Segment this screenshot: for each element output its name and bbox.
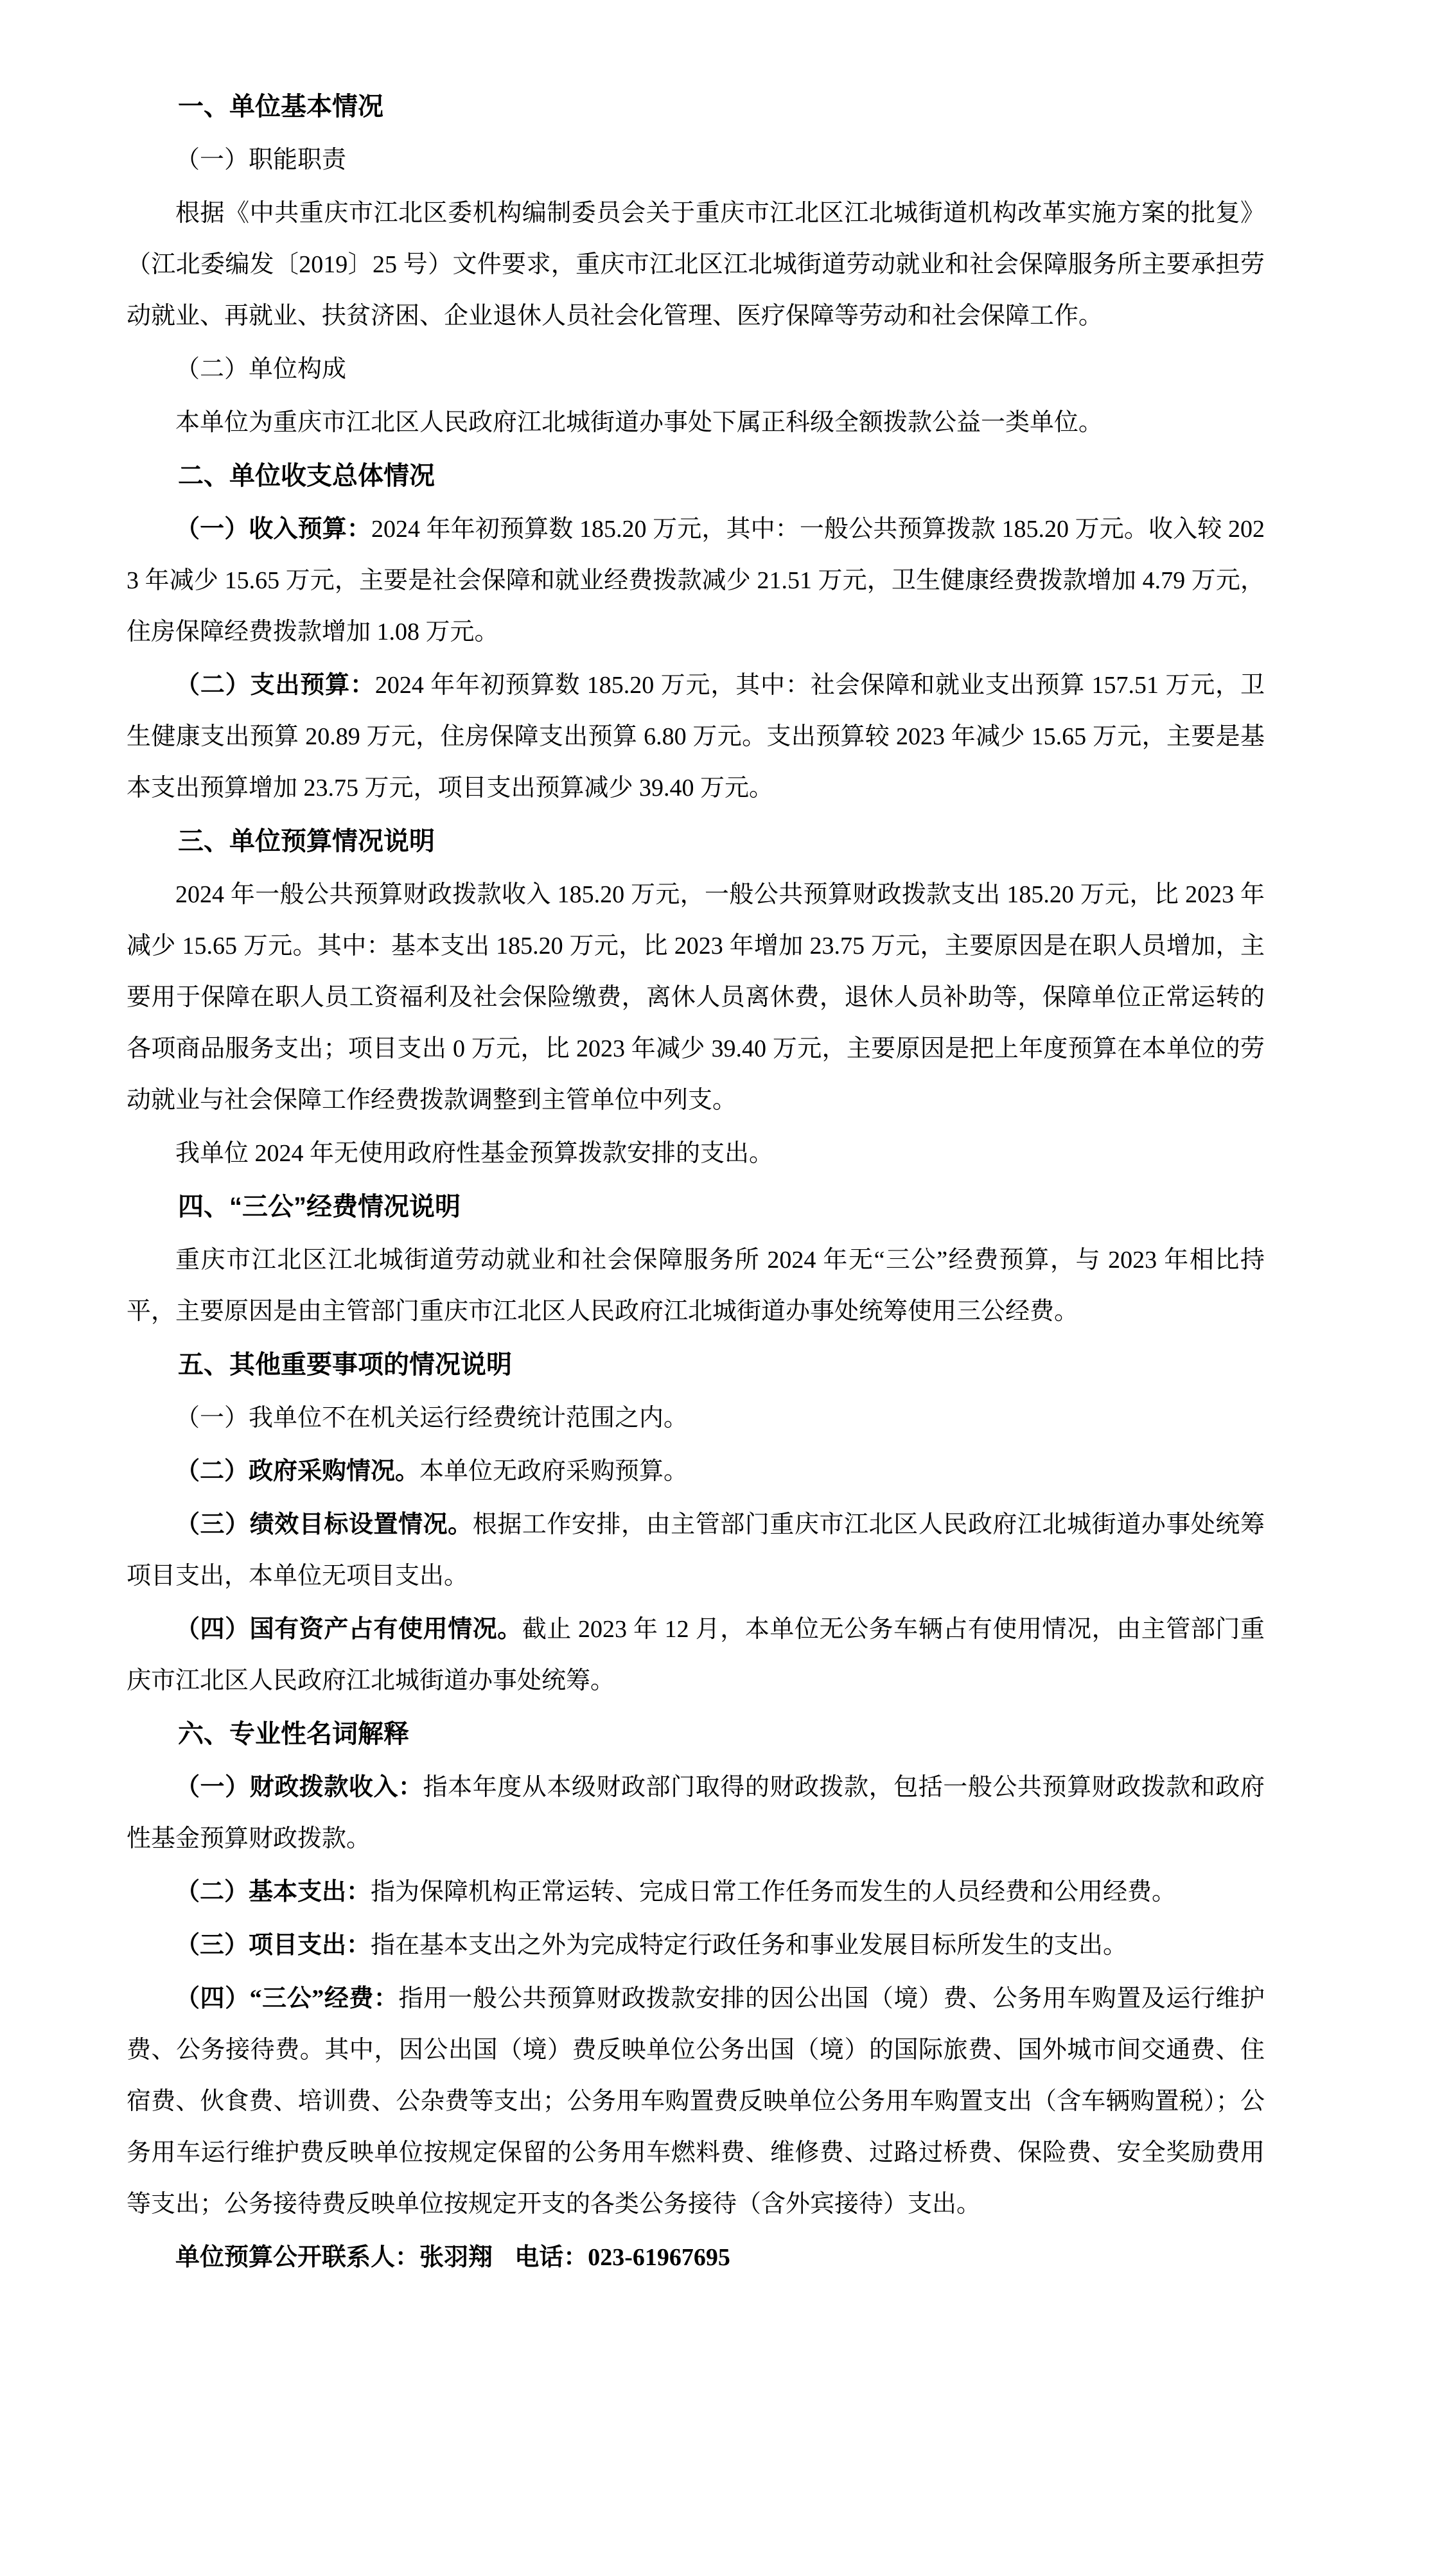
body-paragraph (127, 504, 1265, 658)
paragraph-lead: （二）基本支出： (175, 1879, 371, 1906)
body-paragraph (127, 1128, 1265, 1179)
contact-phone: 023-61967695 (588, 2244, 730, 2271)
section-heading: 六、专业性名词解释 (178, 1720, 409, 1748)
body-paragraph (127, 397, 1265, 448)
body-paragraph (127, 1866, 1265, 1918)
contact-line (127, 2232, 1265, 2283)
paragraph-lead: （四）“三公”经费： (175, 1985, 399, 2012)
paragraph-text: 根据《中共重庆市江北区委机构编制委员会关于重庆市江北区江北城街道机构改革实施方案的批复》（江北委编发〔2019〕25 号）文件要求，重庆市江北区江北城街道劳动就业和社会保障服务所主要承担劳动就业、再就业、扶贫济困、企业退休人员社会化管理、医疗保障等劳动和社会保障工作。 (127, 200, 1265, 329)
contact-label: 单位预算公开联系人： (175, 2244, 420, 2271)
paragraph-text: 2024 年一般公共预算财政拨款收入 185.20 万元，一般公共预算财政拨款支出 185.20 万元，比 2023 年减少 15.65 万元。其中：基本支出 185.20 万元，比 2023 年增加 23.75 万元，主要原因是在职人员增加，主要用于保障在职人员工资福利及社会保险缴费，离休人员离休费，退休人员补助等，保障单位正常运转的各项商品服务支出；项目支出 0 万元，比 2023 年减少 39.40 万元，主要原因是把上年度预算在本单位的劳动就业与社会保障工作经费拨款调整到主管单位中列支。 (127, 881, 1265, 1114)
paragraph-text: 重庆市江北区江北城街道劳动就业和社会保障服务所 2024 年无“三公”经费预算，与 2023 年相比持平，主要原因是由主管部门重庆市江北区人民政府江北城街道办事处统筹使用三公经费。 (127, 1247, 1265, 1325)
body-paragraph (127, 1762, 1265, 1864)
paragraph-text: 指本年度从本级财政部门取得的财政拨款，包括一般公共预算财政拨款和政府性基金预算财政拨款。 (127, 1774, 1265, 1852)
paragraph-text: 截止 2023 年 12 月，本单位无公务车辆占有使用情况，由主管部门重庆市江北区人民政府江北城街道办事处统筹。 (127, 1616, 1265, 1694)
paragraph-text: （一）我单位不在机关运行经费统计范围之内。 (175, 1405, 689, 1432)
paragraph-text: 2024 年年初预算数 185.20 万元，其中：一般公共预算拨款 185.20 万元。收入较 2023 年减少 15.65 万元，主要是社会保障和就业经费拨款减少 21.51 万元，卫生健康经费拨款增加 4.79 万元，住房保障经费拨款增加 1.08 万元。 (127, 516, 1265, 645)
paragraph-text: 本单位为重庆市江北区人民政府江北城街道办事处下属正科级全额拨款公益一类单位。 (175, 409, 1103, 436)
section-heading: 三、单位预算情况说明 (178, 827, 435, 855)
paragraph-lead: （二）支出预算： (175, 672, 375, 699)
section-heading: 二、单位收支总体情况 (178, 462, 435, 490)
section-heading: 一、单位基本情况 (178, 92, 383, 121)
body-paragraph (127, 1920, 1265, 1971)
body-paragraph (127, 1973, 1265, 2230)
paragraph-text: 指用一般公共预算财政拨款安排的因公出国（境）费、公务用车购置及运行维护费、公务接待费。其中，因公出国（境）费反映单位公务出国（境）的国际旅费、国外城市间交通费、住宿费、伙食费、培训费、公杂费等支出；公务用车购置费反映单位公务用车购置支出（含车辆购置税）；公务用车运行维护费反映单位按规定保留的公务用车燃料费、维修费、过路过桥费、保险费、安全奖励费用等支出；公务接待费反映单位按规定开支的各类公务接待（含外宾接待）支出。 (127, 1985, 1265, 2218)
paragraph-text: 2024 年年初预算数 185.20 万元，其中：社会保障和就业支出预算 157.51 万元，卫生健康支出预算 20.89 万元，住房保障支出预算 6.80 万元。支出预算较 2023 年减少 15.65 万元，主要是基本支出预算增加 23.75 万元，项目支出预算减少 39.40 万元。 (127, 672, 1265, 802)
paragraph-lead: （三）项目支出： (175, 1932, 371, 1959)
paragraph-lead: （二）政府采购情况。 (175, 1458, 420, 1485)
paragraph-lead: （一）收入预算： (175, 516, 371, 543)
sub-heading: （一）职能职责 (175, 146, 347, 173)
body-paragraph (127, 1234, 1265, 1337)
section-heading: 四、“三公”经费情况说明 (178, 1193, 461, 1221)
paragraph-text: 指在基本支出之外为完成特定行政任务和事业发展目标所发生的支出。 (371, 1932, 1128, 1959)
section-heading: 五、其他重要事项的情况说明 (178, 1351, 512, 1379)
body-paragraph (127, 869, 1265, 1126)
paragraph-lead: （一）财政拨款收入： (175, 1774, 423, 1801)
paragraph-text: 本单位无政府采购预算。 (419, 1458, 689, 1485)
paragraph-text: 指为保障机构正常运转、完成日常工作任务而发生的人员经费和公用经费。 (371, 1879, 1177, 1906)
paragraph-text: 我单位 2024 年无使用政府性基金预算拨款安排的支出。 (175, 1140, 774, 1167)
sub-heading: （二）单位构成 (175, 356, 347, 383)
body-paragraph (127, 1604, 1265, 1706)
paragraph-lead: （四）国有资产占有使用情况。 (175, 1616, 522, 1643)
paragraph-text: 根据工作安排，由主管部门重庆市江北区人民政府江北城街道办事处统筹项目支出，本单位无项目支出。 (127, 1511, 1265, 1590)
contact-phone-label: 电话： (514, 2244, 588, 2271)
contact-name: 张羽翔 (419, 2244, 493, 2271)
paragraph-lead: （三）绩效目标设置情况。 (175, 1511, 473, 1538)
body-paragraph (127, 188, 1265, 342)
body-paragraph (127, 660, 1265, 814)
body-paragraph (127, 1446, 1265, 1497)
body-paragraph (127, 1392, 1265, 1444)
body-paragraph (127, 1499, 1265, 1602)
